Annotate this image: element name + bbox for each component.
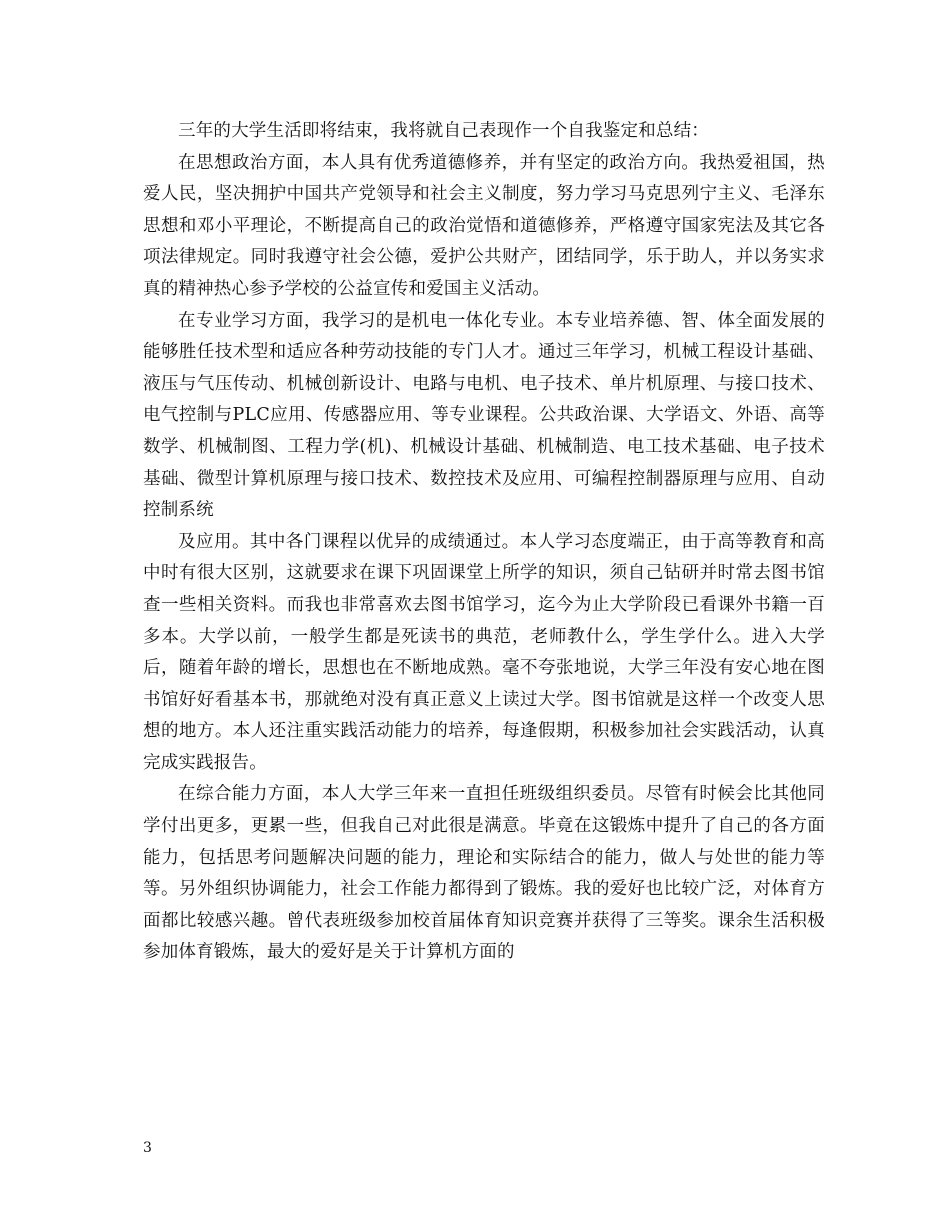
body-text: [143, 116, 825, 969]
paragraph-intro: 三年的大学生活即将结束，我将就自己表现作一个自我鉴定和总结：: [178, 121, 709, 141]
paragraph-professional-study: 在专业学习方面，我学习的是机电一体化专业。本专业培养德、智、体全面发展的能够胜任技术型和适应各种劳动技能的专门人才。通过三年学习，机械工程设计基础、液压与气压传动、机械创新设计、电路与电机、电子技术、单片机原理、与接口技术、电气控制与PLC应用、传感器应用、等专业课程。公共政治课、大学语文、外语、高等数学、机械制图、工程力学(机)、机械设计基础、机械制造、电工技术基础、电子技术基础、微型计算机原理与接口技术、数控技术及应用、可编程控制器原理与应用、自动控制系统: [143, 310, 825, 521]
paragraph-comprehensive-ability: 在综合能力方面，本人大学三年来一直担任班级组织委员。尽管有时候会比其他同学付出更多，更累一些，但我自己对此很是满意。毕竟在这锻炼中提升了自己的各方面能力，包括思考问题解决问题的能力，理论和实际结合的能力，做人与处世的能力等等。另外组织协调能力，社会工作能力都得到了锻炼。我的爱好也比较广泛，对体育方面都比较感兴趣。曾代表班级参加校首届体育知识竞赛并获得了三等奖。课余生活积极参加体育锻炼，最大的爱好是关于计算机方面的: [143, 784, 825, 963]
paragraph-political: 在思想政治方面，本人具有优秀道德修养，并有坚定的政治方向。我热爱祖国，热爱人民，坚决拥护中国共产党领导和社会主义制度，努力学习马克思列宁主义、毛泽东思想和邓小平理论，不断提高自己的政治觉悟和道德修养，严格遵守国家宪法及其它各项法律规定。同时我遵守社会公德，爱护公共财产，团结同学，乐于助人，并以务实求真的精神热心参予学校的公益宣传和爱国主义活动。: [143, 152, 825, 299]
page-number: 3: [143, 1140, 152, 1156]
paragraph-study-attitude: 及应用。其中各门课程以优异的成绩通过。本人学习态度端正，由于高等教育和高中时有很大区别，这就要求在课下巩固课堂上所学的知识，须自己钻研并时常去图书馆查一些相关资料。而我也非常喜欢去图书馆学习，迄今为止大学阶段已看课外书籍一百多本。大学以前，一般学生都是死读书的典范，老师教什么，学生学什么。进入大学后，随着年龄的增长，思想也在不断地成熟。毫不夸张地说，大学三年没有安心地在图书馆好好看基本书，那就绝对没有真正意义上读过大学。图书馆就是这样一个改变人思想的地方。本人还注重实践活动能力的培养，每逢假期，积极参加社会实践活动，认真完成实践报告。: [143, 531, 825, 773]
